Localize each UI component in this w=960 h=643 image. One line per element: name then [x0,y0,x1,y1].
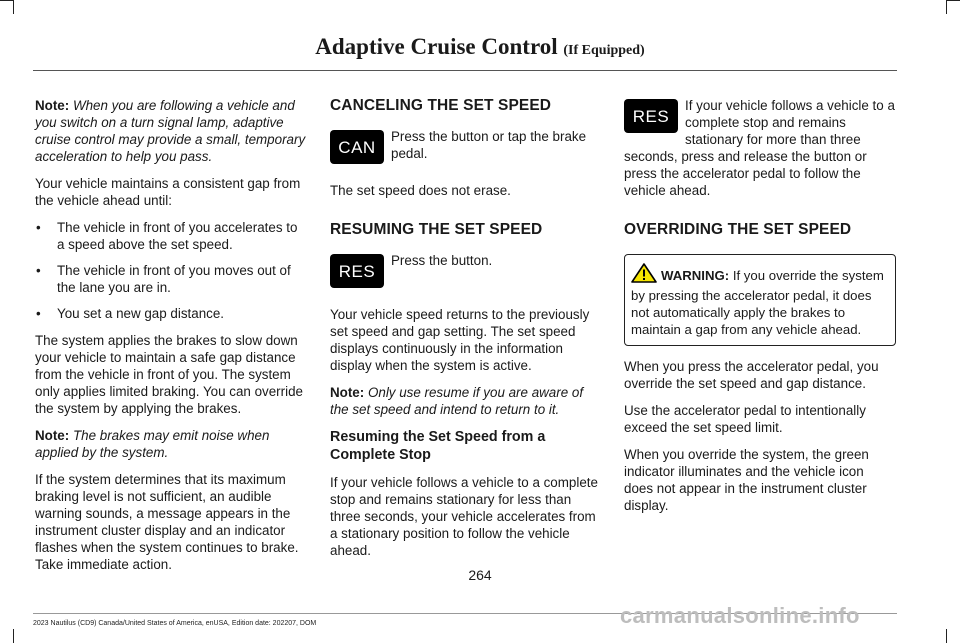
crop-mark-tr-v [946,0,947,14]
heading-canceling: CANCELING THE SET SPEED [330,97,552,114]
note-label: Note: [35,428,70,443]
list-item [35,262,307,296]
resume-button-icon: RES [330,254,384,288]
list-item-text: You set a new gap distance. [57,306,225,321]
cancel-instruction-text: Press the button or tap the brake pedal. [391,129,587,161]
page-title [0,34,960,60]
list-item-text: The vehicle in front of you accelerates to a speed above the set speed. [57,220,298,252]
gap-conditions-list [35,219,307,322]
heading-resuming: RESUMING THE SET SPEED [330,221,543,238]
gap-intro-paragraph: Your vehicle maintains a consistent gap from the vehicle ahead until: [35,176,301,208]
override-paragraph-1: When you press the accelerator pedal, you override the set speed and gap distance. [624,359,879,391]
header-divider [33,70,897,71]
watermark: carmanualsonline.info [620,603,860,628]
bullet-icon: • [36,306,41,321]
crop-mark-tr-h [946,0,960,1]
list-item-text: The vehicle in front of you moves out of the lane you are in. [57,263,291,295]
column-right [624,97,896,524]
override-paragraph-2: Use the accelerator pedal to intentionally exceed the set speed limit. [624,403,866,435]
note-turn-signal [35,97,307,165]
max-braking-paragraph: If the system determines that its maximum braking level is not sufficient, an audible warning sounds, a message appears in the instrument cluster display and an indicator flashes when the system continues to brake. Take immediate action. [35,472,299,572]
res-instruction-text: If your vehicle follows a vehicle to a complete stop and remains stationary for more than three seconds, press and release the button or press the accelerator pedal to follow the vehicle ahead. [624,98,895,198]
cancel-button-icon: CAN [330,130,384,164]
complete-stop-paragraph: If your vehicle follows a vehicle to a complete stop and remains stationary for less than three seconds, your vehicle accelerates from a stationary position to follow the vehicle ahead. [330,475,598,558]
note-text: When you are following a vehicle and you switch on a turn signal lamp, adaptive cruise control may provide a small, temporary acceleration to help you pass. [35,98,306,164]
subheading-complete-stop: Resuming the Set Speed from a Complete Stop [330,429,546,463]
resume-instruction [330,252,602,292]
note-text: Only use resume if you are aware of the set speed and intend to return to it. [330,385,584,417]
bullet-icon: • [36,220,41,235]
warning-label: WARNING: [661,268,730,283]
heading-overriding: OVERRIDING THE SET SPEED [624,221,852,238]
note-text: The brakes may emit noise when applied by the system. [35,428,270,460]
column-left [35,97,307,583]
note-brake-noise [35,427,307,461]
warning-triangle-icon [631,263,657,287]
override-paragraph-3: When you override the system, the green indicator illuminates and the vehicle icon does not appear in the instrument cluster display. [624,447,869,513]
note-label: Note: [35,98,70,113]
note-label: Note: [330,385,365,400]
cancel-instruction [330,128,602,168]
res-instruction [624,97,896,199]
cancel-after-text: The set speed does not erase. [330,183,511,198]
list-item [35,305,307,322]
crop-mark-tl-v [13,0,14,14]
list-item [35,219,307,253]
bullet-icon: • [36,263,41,278]
resume-button-icon: RES [624,99,678,133]
resume-after-text: Your vehicle speed returns to the previously set speed and gap setting. The set speed displays continuously in the information display when the system is active. [330,307,590,373]
warning-box [624,254,896,346]
crop-mark-br-v [946,629,947,643]
crop-mark-tl-h [0,0,14,1]
warning-text: If you override the system by pressing the accelerator pedal, it does not automatically apply the brakes to maintain a gap from any vehicle ahead. [631,268,884,337]
note-resume [330,384,602,418]
braking-paragraph: The system applies the brakes to slow down your vehicle to maintain a safe gap distance from the vehicle in front of you. The system only applies limited braking. You can override the system by applying the brakes. [35,333,303,416]
footer-edition: 2023 Nautilus (CD9) Canada/United States of America, enUSA, Edition date: 202207, DOM [33,620,317,627]
resume-instruction-text: Press the button. [391,253,493,268]
column-middle [330,97,602,569]
page-title-subtitle: (If Equipped) [563,43,645,58]
page-title-main: Adaptive Cruise Control [315,34,558,59]
page-number: 264 [468,567,492,583]
crop-mark-bl-v [13,629,14,643]
